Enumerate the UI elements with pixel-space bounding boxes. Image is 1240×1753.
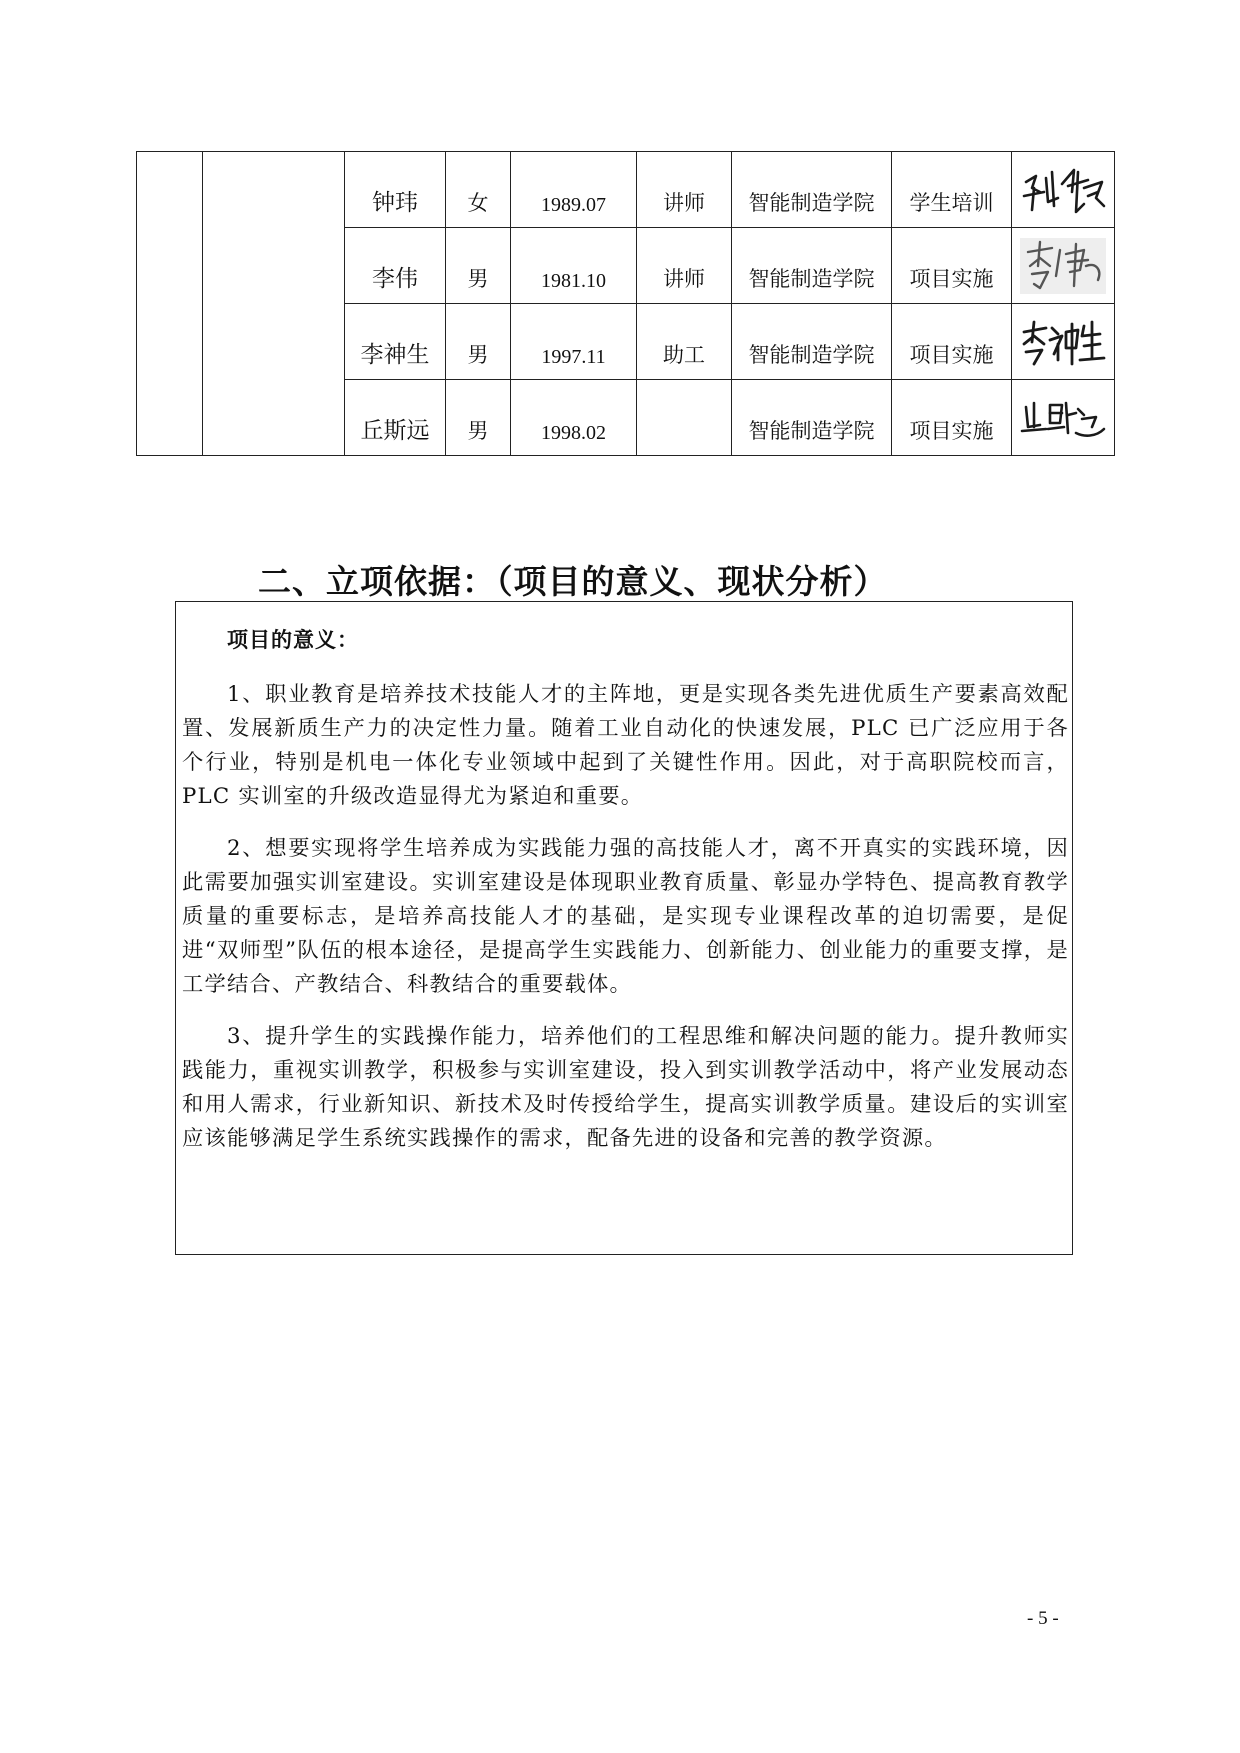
member-gender: 女 xyxy=(446,152,511,228)
member-birth: 1998.02 xyxy=(511,380,637,456)
member-unit: 智能制造学院 xyxy=(732,380,892,456)
table-row xyxy=(137,152,1115,228)
page-number: - 5 - xyxy=(1027,1608,1059,1629)
member-duty: 学生培训 xyxy=(892,152,1012,228)
handwritten-signature-icon xyxy=(1018,314,1108,370)
member-title: 讲师 xyxy=(637,152,732,228)
handwritten-signature-icon xyxy=(1018,393,1108,443)
member-name: 李神生 xyxy=(345,304,446,380)
merged-cell-group xyxy=(203,152,345,456)
signature-li-shensheng xyxy=(1012,304,1115,380)
handwritten-signature-icon xyxy=(1018,236,1108,296)
signature-zhong-wei xyxy=(1012,152,1115,228)
section-title: 二、立项依据：（项目的意义、现状分析） xyxy=(258,562,888,601)
member-birth: 1981.10 xyxy=(511,228,637,304)
significance-heading: 项目的意义： xyxy=(227,628,359,652)
paragraph: 1、职业教育是培养技术技能人才的主阵地，更是实现各类先进优质生产要素高效配置、发展新质生产力的决定性力量。随着工业自动化的快速发展，PLC 已广泛应用于各个行业，特别是机电一体化专业领域中起到了关键性作用。因此，对于高职院校而言，PLC 实训室的升级改造显得尤为紧迫和重要。 xyxy=(182,682,1069,809)
handwritten-signature-icon xyxy=(1018,162,1108,218)
member-unit: 智能制造学院 xyxy=(732,228,892,304)
member-name: 钟玮 xyxy=(345,152,446,228)
paragraph: 3、提升学生的实践操作能力，培养他们的工程思维和解决问题的能力。提升教师实践能力，重视实训教学，积极参与实训室建设，投入到实训教学活动中，将产业发展动态和用人需求，行业新知识、新技术及时传授给学生，提高实训教学质量。建设后的实训室应该能够满足学生系统实践操作的需求，配备先进的设备和完善的教学资源。 xyxy=(182,1024,1069,1151)
member-birth: 1989.07 xyxy=(511,152,637,228)
signature-qiu-siyuan xyxy=(1012,380,1115,456)
member-birth: 1997.11 xyxy=(511,304,637,380)
member-title: 助工 xyxy=(637,304,732,380)
member-duty: 项目实施 xyxy=(892,380,1012,456)
staff-table xyxy=(136,151,1115,456)
member-gender: 男 xyxy=(446,304,511,380)
member-unit: 智能制造学院 xyxy=(732,304,892,380)
project-basis-box xyxy=(175,601,1073,1255)
member-unit: 智能制造学院 xyxy=(732,152,892,228)
member-name: 丘斯远 xyxy=(345,380,446,456)
merged-cell-category xyxy=(137,152,203,456)
paragraph: 2、想要实现将学生培养成为实践能力强的高技能人才，离不开真实的实践环境，因此需要加强实训室建设。实训室建设是体现职业教育质量、彰显办学特色、提高教育教学质量的重要标志，是培养高技能人才的基础，是实现专业课程改革的迫切需要，是促进“双师型”队伍的根本途径，是提高学生实践能力、创新能力、创业能力的重要支撑，是工学结合、产教结合、科教结合的重要载体。 xyxy=(182,836,1069,997)
member-title: 讲师 xyxy=(637,228,732,304)
signature-li-wei xyxy=(1012,228,1115,304)
member-title xyxy=(637,380,732,456)
member-duty: 项目实施 xyxy=(892,304,1012,380)
member-name: 李伟 xyxy=(345,228,446,304)
member-duty: 项目实施 xyxy=(892,228,1012,304)
member-gender: 男 xyxy=(446,228,511,304)
member-gender: 男 xyxy=(446,380,511,456)
